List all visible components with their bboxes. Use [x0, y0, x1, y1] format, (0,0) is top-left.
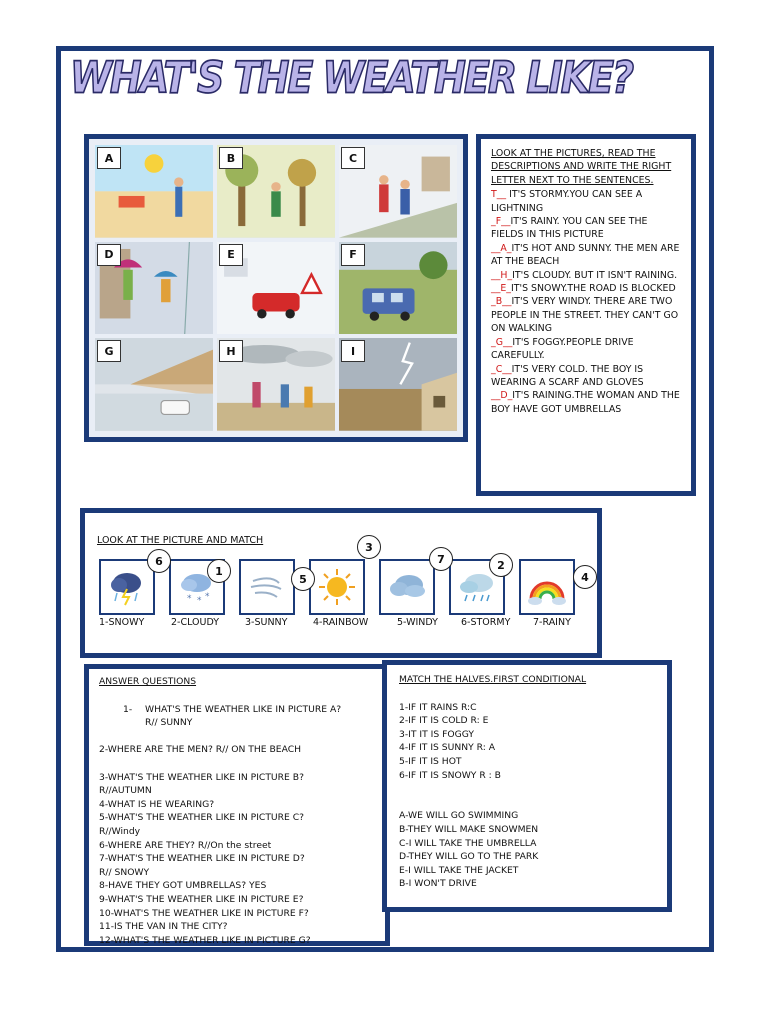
weather-label: 6-STORMY [461, 617, 511, 628]
icon-box [519, 559, 575, 615]
question-line: R//AUTUMN [99, 785, 152, 797]
question-answer: R// SUNNY [145, 717, 193, 729]
picture-a [95, 145, 213, 238]
number-circle: 7 [429, 547, 453, 571]
weather-label: 1-SNOWY [99, 617, 145, 628]
weather-label: 5-WINDY [397, 617, 438, 628]
picture-letter: C [341, 147, 365, 169]
description-item [491, 295, 681, 335]
picture-f [339, 242, 457, 335]
match-picture-heading: LOOK AT THE PICTURE AND MATCH [97, 535, 264, 546]
description-text: IT'S VERY COLD. THE BOY IS WEARING A SCARF AND GLOVES [491, 363, 644, 388]
picture-g [95, 338, 213, 431]
descriptions-box [476, 134, 696, 496]
description-answer: _F__ [491, 216, 511, 228]
icon-box [309, 559, 365, 615]
question-line: 7-WHAT'S THE WEATHER LIKE IN PICTURE D? [99, 853, 305, 865]
picture-d [95, 242, 213, 335]
description-text: IT'S HOT AND SUNNY. THE MEN ARE AT THE BEACH [491, 242, 680, 268]
question-line: 3-WHAT'S THE WEATHER LIKE IN PICTURE B? [99, 771, 304, 783]
svg-text:*: * [197, 596, 202, 606]
question-line: 4-WHAT IS HE WEARING? [99, 798, 215, 810]
question-number: 1- [123, 703, 133, 715]
picture-letter: G [97, 340, 121, 362]
cloud-icon [385, 565, 429, 609]
picture-letter: H [219, 340, 243, 362]
picture-e [217, 242, 335, 335]
description-text: IT'S SNOWY.THE ROAD IS BLOCKED [511, 283, 676, 295]
question-line: 12-WHAT'S THE WEATHER LIKE IN PICTURE G? [99, 934, 311, 946]
svg-text:*: * [187, 594, 192, 604]
question-line: R//Windy [99, 825, 141, 837]
sun-icon [315, 565, 359, 609]
description-item [491, 269, 681, 282]
icon-box [239, 559, 295, 615]
description-answer: __A_ [491, 242, 512, 254]
number-circle: 3 [357, 535, 381, 559]
description-item [491, 282, 681, 295]
first-half-item: 4-IF IT IS SUNNY R: A [399, 742, 496, 754]
weather-label: 3-SUNNY [245, 617, 288, 628]
question-line: 8-HAVE THEY GOT UMBRELLAS? YES [99, 880, 267, 892]
first-half-item: 2-IF IT IS COLD R: E [399, 715, 489, 727]
picture-letter: D [97, 244, 121, 266]
picture-letter: F [341, 244, 365, 266]
picture-h [217, 338, 335, 431]
question-line: 11-IS THE VAN IN THE CITY? [99, 921, 228, 933]
icon-box [379, 559, 435, 615]
picture-letter: I [341, 340, 365, 362]
description-item [491, 215, 681, 242]
question-line: R// SNOWY [99, 866, 150, 878]
question-line: 5-WHAT'S THE WEATHER LIKE IN PICTURE C? [99, 812, 305, 824]
description-answer: _G__ [491, 336, 513, 348]
description-answer: __D_ [491, 390, 513, 402]
second-half-item: C-I WILL TAKE THE UMBRELLA [399, 837, 537, 849]
weather-label: 4-RAINBOW [313, 617, 369, 628]
description-text: IT'S VERY WINDY. THERE ARE TWO PEOPLE IN THE STREET. THEY CAN'T GO ON WALKING [491, 296, 679, 335]
description-item [491, 188, 681, 215]
match-halves-box [382, 660, 672, 912]
page-title: WHAT'S THE WEATHER LIKE? [70, 52, 633, 103]
description-item [491, 363, 681, 390]
second-half-item: D-THEY WILL GO TO THE PARK [399, 851, 539, 863]
description-item [491, 336, 681, 363]
question-line: 10-WHAT'S THE WEATHER LIKE IN PICTURE F? [99, 907, 309, 919]
number-circle: 4 [573, 565, 597, 589]
second-half-item: B-I WON'T DRIVE [399, 878, 477, 890]
question-1 [99, 703, 375, 730]
picture-letter: E [219, 244, 243, 266]
description-answer: __H_ [491, 269, 513, 281]
question-line [99, 757, 375, 771]
first-half-item: 5-IF IT IS HOT [399, 755, 462, 767]
description-answer: __E_ [491, 283, 511, 295]
description-item [491, 242, 681, 269]
picture-letter: A [97, 147, 121, 169]
first-half-item: 1-IF IT RAINS R:C [399, 701, 477, 713]
question-line: 9-WHAT'S THE WEATHER LIKE IN PICTURE E? [99, 893, 304, 905]
picture-c [339, 145, 457, 238]
picture-b [217, 145, 335, 238]
second-half-item: A-WE WILL GO SWIMMING [399, 810, 519, 822]
description-text: IT'S STORMY.YOU CAN SEE A LIGHTNING [491, 189, 643, 214]
weather-pictures-grid [84, 134, 468, 442]
picture-i [339, 338, 457, 431]
description-text: IT'S RAINING.THE WOMAN AND THE BOY HAVE GOT UMBRELLAS [491, 390, 680, 415]
weather-label: 7-RAINY [533, 617, 571, 628]
number-circle: 5 [291, 567, 315, 591]
number-circle: 6 [147, 549, 171, 573]
second-half-item: B-THEY WILL MAKE SNOWMEN [399, 823, 539, 835]
match-picture-box [80, 508, 602, 658]
description-text: IT'S FOGGY.PEOPLE DRIVE CAREFULLY. [491, 336, 634, 362]
question-line: 2-WHERE ARE THE MEN? R// ON THE BEACH [99, 744, 302, 756]
wind-icon [245, 565, 289, 609]
first-half-item: 6-IF IT IS SNOWY R : B [399, 769, 501, 781]
svg-text:*: * [205, 592, 210, 602]
descriptions-instructions: LOOK AT THE PICTURES, READ THE DESCRIPTIONS AND WRITE THE RIGHT LETTER NEXT TO THE SENTENCES. [491, 148, 672, 186]
rainbow-icon [525, 565, 569, 609]
match-halves-heading: MATCH THE HALVES.FIRST CONDITIONAL [399, 674, 587, 685]
description-text: IT'S RAINY. YOU CAN SEE THE FIELDS IN THIS PICTURE [491, 216, 648, 241]
answer-questions-box [84, 664, 390, 946]
second-half-item: E-I WILL TAKE THE JACKET [399, 864, 519, 876]
weather-label: 2-CLOUDY [171, 617, 220, 628]
number-circle: 2 [489, 553, 513, 577]
first-half-item: 3-IT IT IS FOGGY [399, 728, 475, 740]
description-answer: _C__ [491, 363, 512, 375]
answer-questions-heading: ANSWER QUESTIONS [99, 676, 197, 687]
icon-box [99, 559, 155, 615]
description-item [491, 389, 681, 416]
question-line: 6-WHERE ARE THEY? R//On the street [99, 839, 272, 851]
question-text: WHAT'S THE WEATHER LIKE IN PICTURE A? [145, 703, 342, 715]
description-text: IT'S CLOUDY. BUT IT ISN'T RAINING. [512, 269, 678, 281]
picture-letter: B [219, 147, 243, 169]
description-answer: T__ [491, 189, 507, 201]
number-circle: 1 [207, 559, 231, 583]
storm-cloud-icon [105, 565, 149, 609]
description-answer: _B__ [491, 296, 512, 308]
